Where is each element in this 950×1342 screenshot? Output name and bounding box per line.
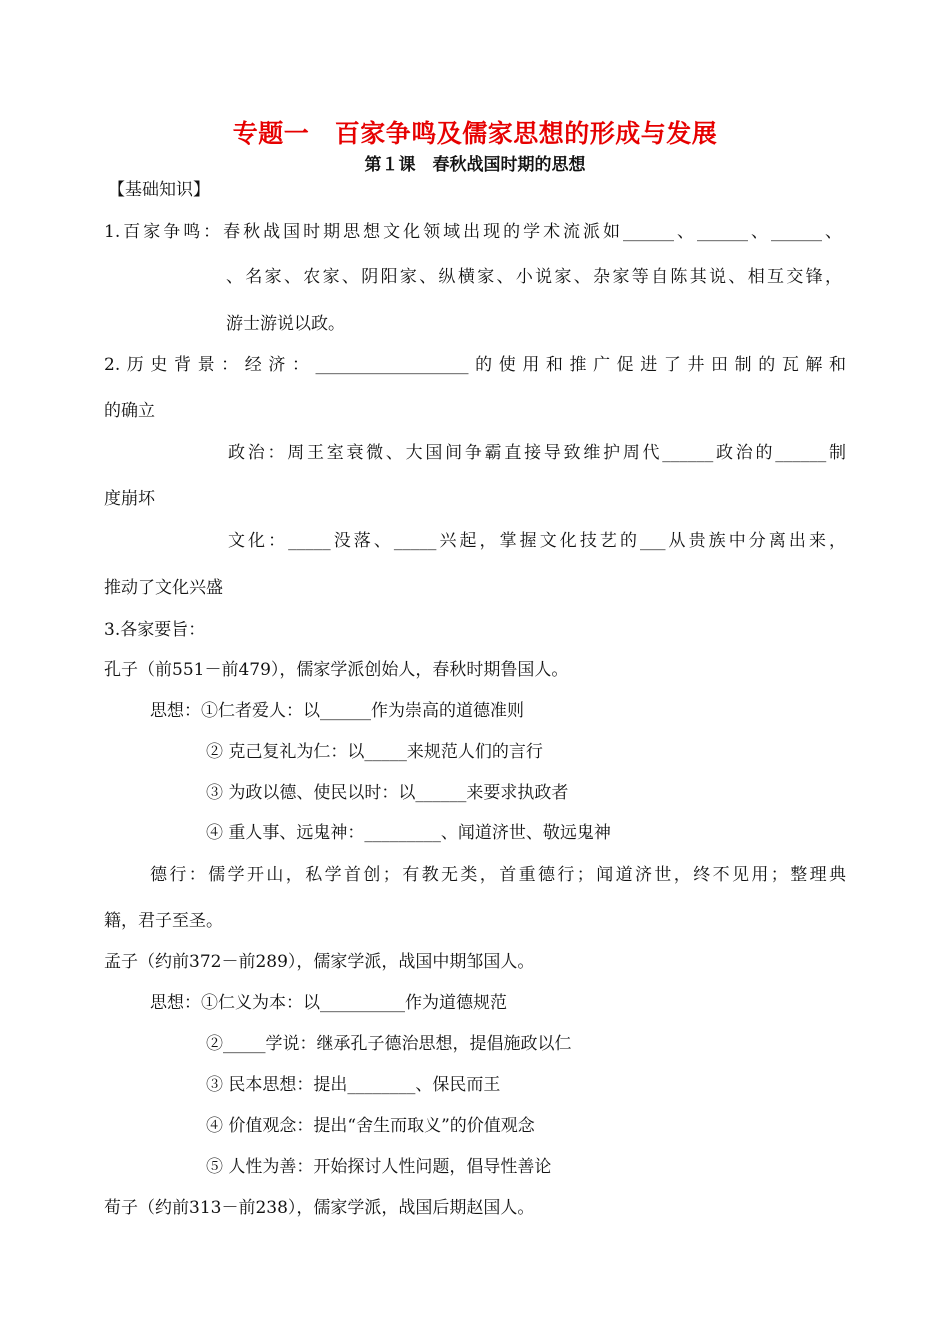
mengzi-intro: 孟子（约前372－前289），儒家学派，战国中期邹国人。 xyxy=(104,952,535,972)
item2-line2: 的确立 xyxy=(104,401,155,421)
mengzi-thought-4: ④ 价值观念：提出“舍生而取义”的价值观念 xyxy=(206,1116,535,1136)
xunzi-intro: 荀子（约前313－前238），儒家学派，战国后期赵国人。 xyxy=(104,1198,535,1218)
kongzi-thought-4: ④ 重人事、远鬼神：_________、闻道济世、敬远鬼神 xyxy=(206,823,611,843)
item2-line1: 2.历史背景：经济：__________________的使用和推广促进了井田制的瓦解和 xyxy=(104,355,846,375)
mengzi-thought-1: 思想：①仁义为本：以__________作为道德规范 xyxy=(150,993,507,1013)
kongzi-thought-3: ③ 为政以德、使民以时：以______来要求执政者 xyxy=(206,783,569,803)
kongzi-virtue-2: 籍，君子至圣。 xyxy=(104,911,223,931)
item2-politics: 政治：周王室衰微、大国间争霸直接导致维护周代______政治的______制 xyxy=(228,443,846,463)
kongzi-thought-2: ② 克己复礼为仁：以_____来规范人们的言行 xyxy=(206,742,543,762)
item1-line2: 、名家、农家、阴阳家、纵横家、小说家、杂家等自陈其说、相互交锋， xyxy=(226,267,842,287)
mengzi-thought-2: ②_____学说：继承孔子德治思想，提倡施政以仁 xyxy=(206,1034,572,1054)
mengzi-thought-3: ③ 民本思想：提出________、保民而王 xyxy=(206,1075,501,1095)
kongzi-thought-1: 思想：①仁者爱人：以______作为崇高的道德准则 xyxy=(150,701,524,721)
mengzi-thought-5: ⑤ 人性为善：开始探讨人性问题，倡导性善论 xyxy=(206,1157,552,1177)
kongzi-virtue-1: 德行：儒学开山，私学首创；有教无类，首重德行；闻道济世，终不见用；整理典 xyxy=(150,865,846,885)
lesson-subtitle: 第１课 春秋战国时期的思想 xyxy=(364,155,586,175)
section-heading: 【基础知识】 xyxy=(108,180,210,200)
item2-line6: 推动了文化兴盛 xyxy=(104,578,223,598)
page-title: 专题一 百家争鸣及儒家思想的形成与发展 xyxy=(232,119,718,148)
item2-culture: 文化：_____没落、_____兴起，掌握文化技艺的___从贵族中分离出来， xyxy=(228,531,846,551)
kongzi-intro: 孔子（前551－前479），儒家学派创始人，春秋时期鲁国人。 xyxy=(104,660,569,680)
item2-line4: 度崩坏 xyxy=(104,489,155,509)
item3-heading: 3.各家要旨： xyxy=(104,620,206,640)
item1-line1: 1.百家争鸣：春秋战国时期思想文化领域出现的学术流派如______、______、______、 xyxy=(104,222,842,242)
item1-line3: 游士游说以政。 xyxy=(226,314,345,334)
